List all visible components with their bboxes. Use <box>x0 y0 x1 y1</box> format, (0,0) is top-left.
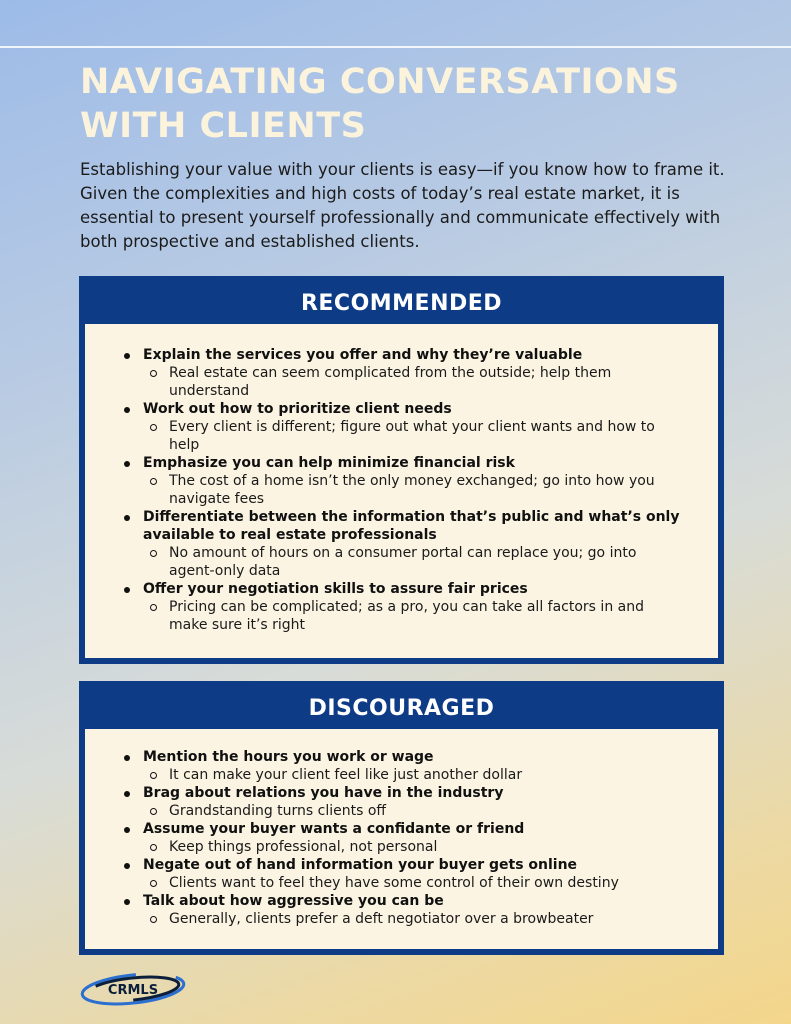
recommended-panel <box>79 276 724 664</box>
item-detail: Pricing can be complicated; as a pro, you can take all factors in and make sure it’s right <box>169 599 644 633</box>
intro-paragraph: Establishing your value with your clients is easy—if you know how to frame it. Given the complexities and high costs of today’s real estate market, it is essential to present yourself professionally and communicate effectively with both prospective and established clients. <box>80 160 725 251</box>
item-detail: Clients want to feel they have some control of their own destiny <box>169 875 619 891</box>
recommended-list <box>121 346 698 634</box>
list-item <box>121 856 698 892</box>
item-title: Emphasize you can help minimize financial risk <box>143 455 515 471</box>
item-detail: It can make your client feel like just another dollar <box>169 767 523 783</box>
discouraged-panel <box>79 681 724 955</box>
discouraged-body <box>85 729 718 949</box>
list-item <box>121 748 698 784</box>
list-item <box>121 400 698 454</box>
sub-item <box>143 802 698 820</box>
page-title: NAVIGATING CONVERSATIONS WITH CLIENTS <box>80 62 680 146</box>
sub-item <box>143 472 698 508</box>
logo-text: CRMLS <box>107 983 159 998</box>
list-item <box>121 346 698 400</box>
item-detail: Generally, clients prefer a deft negotiator over a browbeater <box>169 911 594 927</box>
item-title: Brag about relations you have in the industry <box>143 785 504 801</box>
item-detail: No amount of hours on a consumer portal can replace you; go into agent-only data <box>169 545 637 579</box>
item-title: Work out how to prioritize client needs <box>143 401 452 417</box>
item-title: Talk about how aggressive you can be <box>143 893 444 909</box>
list-item <box>121 892 698 928</box>
sub-item <box>143 838 698 856</box>
sub-item <box>143 544 698 580</box>
sub-item <box>143 364 698 400</box>
item-detail: Grandstanding turns clients off <box>169 803 387 819</box>
recommended-heading: RECOMMENDED <box>300 291 503 316</box>
list-item <box>121 508 698 580</box>
item-detail: Keep things professional, not personal <box>169 839 438 855</box>
recommended-body <box>85 324 718 658</box>
list-item <box>121 784 698 820</box>
item-detail: The cost of a home isn’t the only money exchanged; go into how you navigate fees <box>169 473 655 507</box>
item-title: Assume your buyer wants a confidante or friend <box>143 821 525 837</box>
sub-item <box>143 874 698 892</box>
top-divider <box>0 46 791 48</box>
list-item <box>121 580 698 634</box>
item-title: Explain the services you offer and why they’re valuable <box>143 347 583 363</box>
sub-item <box>143 910 698 928</box>
item-title: Negate out of hand information your buyer gets online <box>143 857 578 873</box>
sub-item <box>143 418 698 454</box>
item-title: Differentiate between the information that’s public and what’s only available to real estate professionals <box>143 509 680 543</box>
list-item <box>121 454 698 508</box>
item-title: Mention the hours you work or wage <box>143 749 434 765</box>
crmls-logo <box>80 972 186 1006</box>
item-title: Offer your negotiation skills to assure fair prices <box>143 581 528 597</box>
discouraged-heading: DISCOURAGED <box>308 696 495 721</box>
list-item <box>121 820 698 856</box>
sub-item <box>143 766 698 784</box>
discouraged-list <box>121 748 698 928</box>
sub-item <box>143 598 698 634</box>
item-detail: Every client is different; figure out what your client wants and how to help <box>169 419 655 453</box>
item-detail: Real estate can seem complicated from the outside; help them understand <box>169 365 612 399</box>
